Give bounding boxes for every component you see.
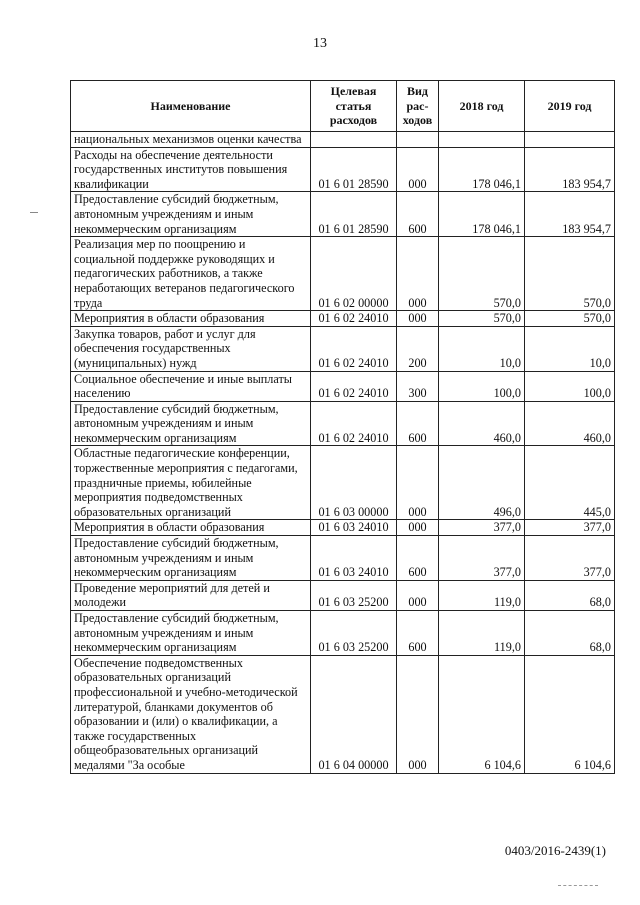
table-row bbox=[71, 326, 615, 371]
row-code: 01 6 04 00000 bbox=[311, 655, 397, 773]
row-2019: 68,0 bbox=[525, 611, 615, 656]
row-code: 01 6 03 25200 bbox=[311, 580, 397, 610]
table-row bbox=[71, 147, 615, 192]
row-name: Мероприятия в области образования bbox=[71, 311, 311, 327]
table-row bbox=[71, 192, 615, 237]
row-2019: 445,0 bbox=[525, 446, 615, 520]
row-name: Проведение мероприятий для детей и молодежи bbox=[71, 580, 311, 610]
row-name: Предоставление субсидий бюджетным, автономным учреждениям и иным некоммерческим организациям bbox=[71, 192, 311, 237]
row-2018 bbox=[439, 132, 525, 148]
row-code: 01 6 03 25200 bbox=[311, 611, 397, 656]
row-2019: 570,0 bbox=[525, 237, 615, 311]
row-vid: 200 bbox=[397, 326, 439, 371]
row-2018: 377,0 bbox=[439, 520, 525, 536]
row-code: 01 6 03 24010 bbox=[311, 536, 397, 581]
margin-mark bbox=[30, 212, 38, 213]
header-name: Наименование bbox=[71, 81, 311, 132]
table-row bbox=[71, 611, 615, 656]
table-row bbox=[71, 580, 615, 610]
row-code: 01 6 02 24010 bbox=[311, 401, 397, 446]
row-code: 01 6 03 00000 bbox=[311, 446, 397, 520]
header-vid: Вид рас-ходов bbox=[397, 81, 439, 132]
row-vid: 600 bbox=[397, 611, 439, 656]
row-2019: 10,0 bbox=[525, 326, 615, 371]
document-code: 0403/2016-2439(1) bbox=[504, 843, 606, 858]
row-name: Предоставление субсидий бюджетным, автономным учреждениям и иным некоммерческим организациям bbox=[71, 536, 311, 581]
row-vid: 000 bbox=[397, 237, 439, 311]
table-row bbox=[71, 446, 615, 520]
row-name: национальных механизмов оценки качества bbox=[71, 132, 311, 148]
row-name: Обеспечение подведомственных образовательных организаций профессиональной и учебно-методической литературой, бланками документов об образовании и (или) о квалификации, а также государственных общеобразовательных организаций медалями "За особые bbox=[71, 655, 311, 773]
row-2019: 6 104,6 bbox=[525, 655, 615, 773]
table-row bbox=[71, 237, 615, 311]
row-vid: 300 bbox=[397, 371, 439, 401]
row-vid: 000 bbox=[397, 147, 439, 192]
table-row bbox=[71, 536, 615, 581]
header-year-2018: 2018 год bbox=[439, 81, 525, 132]
table-row bbox=[71, 132, 615, 148]
row-name: Предоставление субсидий бюджетным, автономным учреждениям и иным некоммерческим организациям bbox=[71, 611, 311, 656]
row-2018: 6 104,6 bbox=[439, 655, 525, 773]
row-code: 01 6 01 28590 bbox=[311, 147, 397, 192]
row-2018: 119,0 bbox=[439, 611, 525, 656]
row-name: Реализация мер по поощрению и социальной поддержке руководящих и педагогических работников, а также неработающих ветеранов педагогического труда bbox=[71, 237, 311, 311]
row-vid: 000 bbox=[397, 311, 439, 327]
row-vid: 000 bbox=[397, 655, 439, 773]
row-code: 01 6 01 28590 bbox=[311, 192, 397, 237]
row-name: Закупка товаров, работ и услуг для обеспечения государственных (муниципальных) нужд bbox=[71, 326, 311, 371]
row-2018: 178 046,1 bbox=[439, 192, 525, 237]
row-2019: 183 954,7 bbox=[525, 147, 615, 192]
row-code: 01 6 02 00000 bbox=[311, 237, 397, 311]
row-2019: 570,0 bbox=[525, 311, 615, 327]
row-2018: 178 046,1 bbox=[439, 147, 525, 192]
table-header-row bbox=[71, 81, 615, 132]
row-2018: 570,0 bbox=[439, 237, 525, 311]
row-code: 01 6 03 24010 bbox=[311, 520, 397, 536]
row-2019: 183 954,7 bbox=[525, 192, 615, 237]
row-2019: 100,0 bbox=[525, 371, 615, 401]
row-name: Предоставление субсидий бюджетным, автономным учреждениям и иным некоммерческим организациям bbox=[71, 401, 311, 446]
row-2018: 119,0 bbox=[439, 580, 525, 610]
row-2018: 460,0 bbox=[439, 401, 525, 446]
row-vid: 600 bbox=[397, 536, 439, 581]
table-row bbox=[71, 520, 615, 536]
header-code: Целевая статья расходов bbox=[311, 81, 397, 132]
row-code: 01 6 02 24010 bbox=[311, 326, 397, 371]
row-2019: 377,0 bbox=[525, 520, 615, 536]
row-2019: 377,0 bbox=[525, 536, 615, 581]
row-vid: 000 bbox=[397, 520, 439, 536]
row-name: Расходы на обеспечение деятельности государственных институтов повышения квалификации bbox=[71, 147, 311, 192]
row-2018: 100,0 bbox=[439, 371, 525, 401]
row-2019 bbox=[525, 132, 615, 148]
row-2019: 460,0 bbox=[525, 401, 615, 446]
table-row bbox=[71, 371, 615, 401]
scan-mark bbox=[558, 885, 598, 887]
row-2019: 68,0 bbox=[525, 580, 615, 610]
row-code bbox=[311, 132, 397, 148]
table-row bbox=[71, 311, 615, 327]
row-2018: 570,0 bbox=[439, 311, 525, 327]
table-row bbox=[71, 401, 615, 446]
table-row bbox=[71, 655, 615, 773]
row-2018: 10,0 bbox=[439, 326, 525, 371]
page-number: 13 bbox=[313, 36, 327, 51]
row-vid: 600 bbox=[397, 401, 439, 446]
budget-table bbox=[70, 80, 615, 774]
row-vid: 000 bbox=[397, 446, 439, 520]
row-2018: 496,0 bbox=[439, 446, 525, 520]
header-year-2019: 2019 год bbox=[525, 81, 615, 132]
row-vid: 600 bbox=[397, 192, 439, 237]
row-vid bbox=[397, 132, 439, 148]
row-2018: 377,0 bbox=[439, 536, 525, 581]
row-name: Социальное обеспечение и иные выплаты населению bbox=[71, 371, 311, 401]
row-vid: 000 bbox=[397, 580, 439, 610]
row-name: Мероприятия в области образования bbox=[71, 520, 311, 536]
row-code: 01 6 02 24010 bbox=[311, 311, 397, 327]
row-name: Областные педагогические конференции, торжественные мероприятия с педагогами, праздничные приемы, юбилейные мероприятия подведомственных образовательных организаций bbox=[71, 446, 311, 520]
row-code: 01 6 02 24010 bbox=[311, 371, 397, 401]
